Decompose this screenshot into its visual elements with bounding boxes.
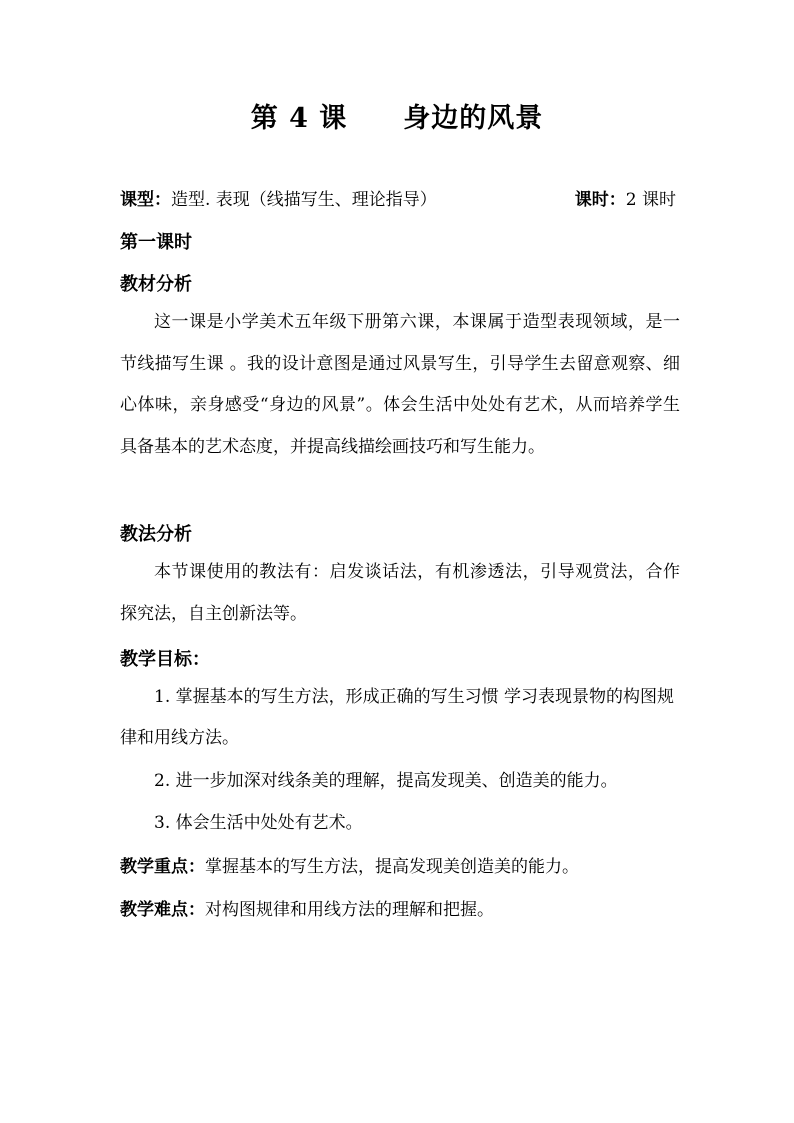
key-point-label: 教学重点： [120, 857, 205, 877]
lesson-title [0, 96, 794, 135]
teaching-key-point [120, 852, 579, 877]
lesson-type-value: 造型. 表现（线描写生、理论指导） [171, 190, 437, 210]
lesson-type [120, 185, 437, 210]
teaching-goal-1: 1. 掌握基本的写生方法，形成正确的写生习惯 学习表现景物的构图规律和用线方法。 [120, 687, 675, 748]
key-point-text: 掌握基本的写生方法，提高发现美创造美的能力。 [205, 857, 579, 877]
lesson-topic: 身边的风景 [403, 103, 544, 134]
difficulty-label: 教学难点： [120, 900, 205, 920]
material-analysis-heading: 教材分析 [120, 274, 192, 295]
lesson-hours-label: 课时： [574, 190, 626, 210]
lesson-hours [575, 185, 676, 210]
method-analysis-text: 本节课使用的教法有：启发谈话法，有机渗透法，引导观赏法，合作探究法，自主创新法等。 [120, 562, 680, 624]
lesson-type-label: 课型： [120, 190, 171, 210]
lesson-number: 第 4 课 [250, 103, 348, 134]
teaching-goal-3: 3. 体会生活中处处有艺术。 [154, 813, 363, 833]
material-analysis-text: 这一课是小学美术五年级下册第六课，本课属于造型表现领域，是一节线描写生课 。我的设计意图是通过风景写生，引导学生去留意观察、细心体味，亲身感受“身边的风景”。体会生活中处处有艺术，从而培养学生具备基本的艺术态度，并提高线描绘画技巧和写生能力。 [120, 312, 680, 457]
teaching-difficulty [120, 895, 494, 920]
first-period-heading: 第一课时 [120, 232, 192, 253]
teaching-goals-heading: 教学目标： [120, 649, 210, 670]
difficulty-text: 对构图规律和用线方法的理解和把握。 [205, 900, 494, 920]
lesson-meta [120, 185, 676, 213]
lesson-hours-value: 2 课时 [625, 190, 676, 210]
teaching-goal-2: 2. 进一步加深对线条美的理解，提高发现美、创造美的能力。 [154, 771, 618, 791]
method-analysis-heading: 教法分析 [120, 524, 192, 545]
